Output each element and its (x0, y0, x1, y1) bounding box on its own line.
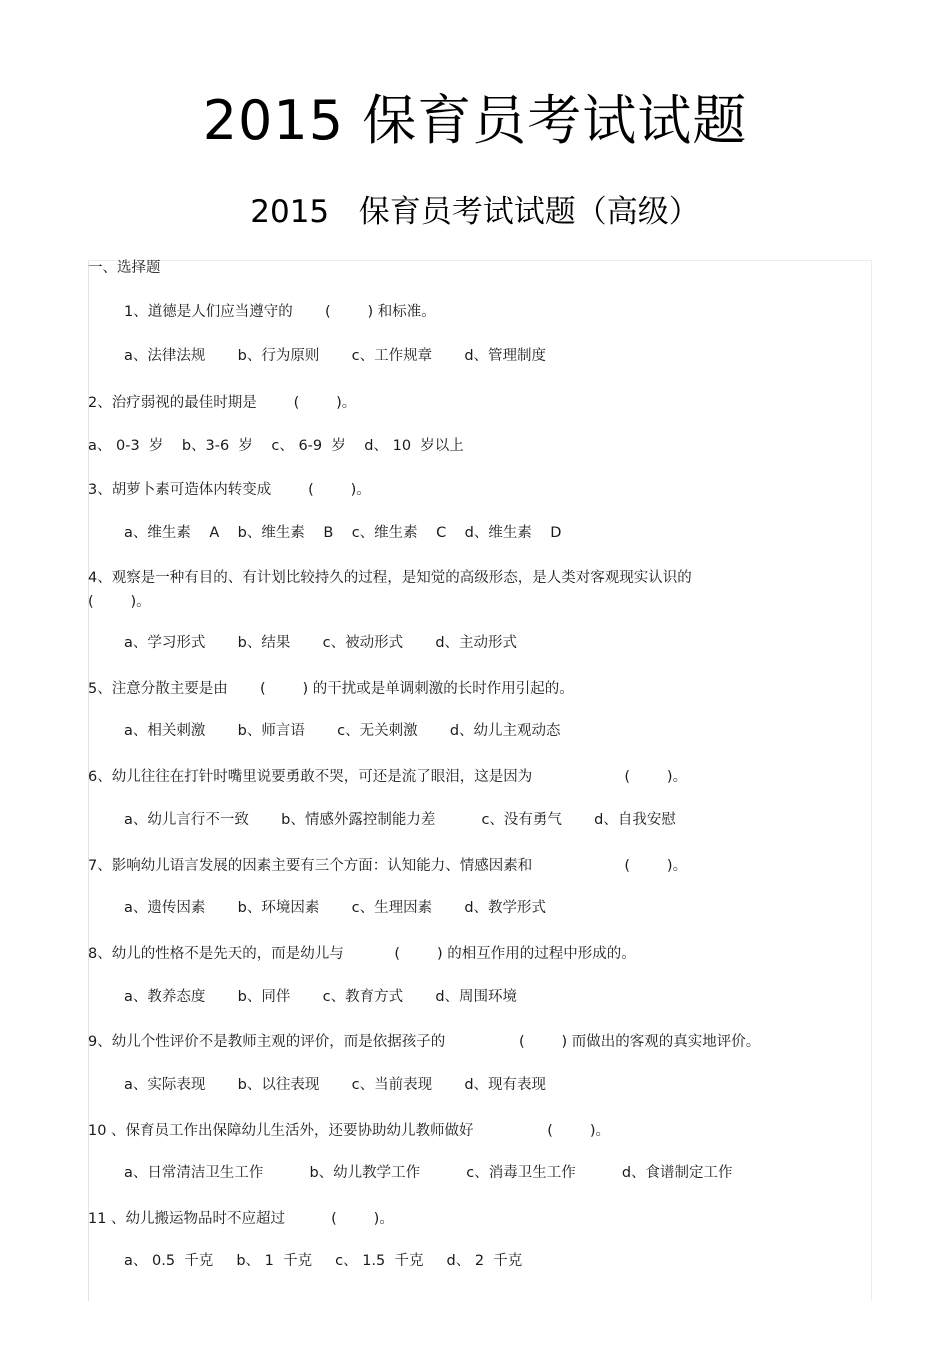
options-10: a、日常清洁卫生工作 b、幼儿教学工作 c、消毒卫生工作 d、食谱制定工作 (124, 1165, 733, 1181)
options-7: a、遗传因素 b、环境因素 c、生理因素 d、教学形式 (124, 900, 547, 916)
question-4-continued: ( )。 (88, 594, 151, 610)
question-9: 9、幼儿个性评价不是教师主观的评价，而是依据孩子的 ( ) 而做出的客观的真实地评价。 (88, 1034, 761, 1050)
options-6: a、幼儿言行不一致 b、情感外露控制能力差 c、没有勇气 d、自我安慰 (124, 812, 676, 828)
main-title: 2015 保育员考试试题 (202, 89, 748, 152)
question-6: 6、幼儿往往在打针时嘴里说要勇敢不哭，可还是流了眼泪，这是因为 ( )。 (88, 769, 688, 785)
options-1: a、法律法规 b、行为原则 c、工作规章 d、管理制度 (124, 348, 547, 364)
question-11: 11 、幼儿搬运物品时不应超过 ( )。 (88, 1211, 394, 1227)
question-8: 8、幼儿的性格不是先天的，而是幼儿与 ( ) 的相互作用的过程中形成的。 (88, 946, 636, 962)
section-heading: 一、选择题 (88, 260, 161, 276)
question-4: 4、观察是一种有目的、有计划比较持久的过程，是知觉的高级形态，是人类对客观现实认识的 (88, 570, 692, 586)
question-3: 3、胡萝卜素可造体内转变成 ( )。 (88, 482, 371, 498)
question-7: 7、影响幼儿语言发展的因素主要有三个方面：认知能力、情感因素和 ( )。 (88, 858, 688, 874)
options-8: a、教养态度 b、同伴 c、教育方式 d、周围环境 (124, 989, 518, 1005)
options-3: a、维生素 A b、维生素 B c、维生素 C d、维生素 D (124, 525, 562, 541)
question-10: 10 、保育员工作出保障幼儿生活外，还要协助幼儿教师做好 ( )。 (88, 1123, 610, 1139)
sub-title: 2015 保育员考试试题（高级） (250, 194, 700, 230)
options-2: a、 0-3 岁 b、3-6 岁 c、 6-9 岁 d、 10 岁以上 (88, 438, 464, 454)
options-9: a、实际表现 b、以往表现 c、当前表现 d、现有表现 (124, 1077, 547, 1093)
options-4: a、学习形式 b、结果 c、被动形式 d、主动形式 (124, 635, 518, 651)
options-5: a、相关刺激 b、师言语 c、无关刺激 d、幼儿主观动态 (124, 723, 561, 739)
question-1: 1、道德是人们应当遵守的 ( ) 和标准。 (124, 304, 436, 320)
question-2: 2、治疗弱视的最佳时期是 ( )。 (88, 395, 357, 411)
options-11: a、 0.5 千克 b、 1 千克 c、 1.5 千克 d、 2 千克 (124, 1253, 523, 1269)
question-5: 5、注意分散主要是由 ( ) 的干扰或是单调刺激的长时作用引起的。 (88, 681, 574, 697)
